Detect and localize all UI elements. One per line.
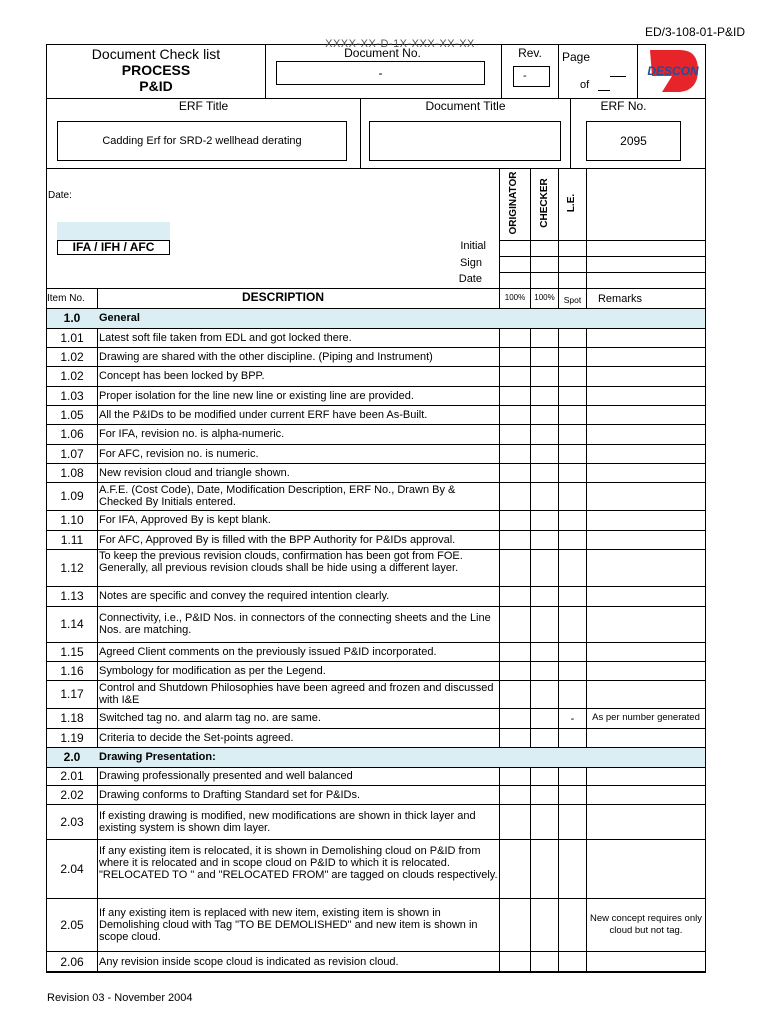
spot-check-cell[interactable] — [559, 464, 586, 482]
originator-check-cell[interactable] — [500, 607, 530, 642]
remarks-cell[interactable]: New concept requires only cloud but not tag. — [590, 912, 702, 936]
item-number: 2.03 — [60, 814, 84, 829]
erf-title-field[interactable]: Cadding Erf for SRD-2 wellhead derating — [57, 121, 347, 161]
check-description: For IFA, revision no. is alpha-numeric. — [99, 428, 285, 440]
check-description: If existing drawing is modified, new modifications are shown in thick layer and existing system is shown dim layer. — [99, 809, 476, 834]
checker-check-cell[interactable] — [531, 643, 558, 661]
check-description: Drawing professionally presented and well balanced — [99, 770, 353, 782]
checker-check-cell[interactable] — [531, 511, 558, 530]
check-description: Latest soft file taken from EDL and got locked there. — [99, 331, 352, 344]
remarks-cell[interactable]: As per number generated — [592, 712, 700, 723]
checker-check-cell[interactable] — [531, 348, 558, 366]
doc-no-field[interactable]: - — [276, 61, 485, 85]
checker-check-cell[interactable] — [531, 329, 558, 347]
spot-check-cell[interactable] — [559, 899, 586, 951]
revision-footer: Revision 03 - November 2004 — [47, 992, 193, 1004]
spot-check-cell[interactable] — [559, 805, 586, 839]
check-description: Notes are specific and convey the required intention clearly. — [99, 590, 390, 602]
check-description: Agreed Client comments on the previously issued P&ID incorporated. — [99, 645, 437, 658]
item-number: 1.08 — [60, 465, 84, 480]
checker-check-cell[interactable] — [531, 840, 558, 898]
checker-check-cell[interactable] — [531, 531, 558, 549]
item-number: 2.02 — [60, 787, 84, 802]
originator-check-cell[interactable] — [500, 840, 530, 898]
originator-check-cell[interactable] — [500, 329, 530, 347]
spot-check-cell[interactable] — [559, 643, 586, 661]
item-number: 1.16 — [60, 663, 84, 678]
check-description: For AFC, Approved By is filled with the BPP Authority for P&IDs approval. — [99, 533, 456, 546]
checker-check-cell[interactable] — [531, 709, 558, 728]
issue-type-field[interactable]: IFA / IFH / AFC — [57, 240, 170, 255]
item-number: 2.0 — [63, 750, 81, 764]
checker-check-cell[interactable] — [531, 729, 558, 747]
item-number: 1.17 — [60, 687, 84, 701]
checker-header: CHECKER — [539, 178, 550, 228]
check-description: Switched tag no. and alarm tag no. are same. — [99, 712, 321, 724]
originator-check-cell[interactable] — [500, 348, 530, 366]
checker-check-cell[interactable] — [531, 464, 558, 482]
checker-check-cell[interactable] — [531, 445, 558, 463]
item-number: 2.01 — [60, 769, 84, 783]
checker-check-cell[interactable] — [531, 899, 558, 951]
doc-no-label: Document No. — [344, 46, 421, 60]
spot-check-cell[interactable] — [559, 550, 586, 586]
spot-check-cell[interactable] — [559, 729, 586, 747]
item-number: 1.11 — [60, 532, 84, 547]
item-number: 1.13 — [60, 589, 84, 603]
spot-check-cell[interactable] — [559, 587, 586, 606]
item-number: 1.19 — [60, 730, 84, 745]
checker-check-cell[interactable] — [531, 550, 558, 586]
checker-check-cell[interactable] — [531, 662, 558, 680]
document-code: ED/3-108-01-P&ID — [644, 25, 745, 39]
rev-field[interactable]: - — [513, 66, 550, 87]
checker-check-cell[interactable] — [531, 768, 558, 785]
originator-check-cell[interactable] — [500, 952, 530, 972]
check-description: Any revision inside scope cloud is indicated as revision cloud. — [99, 955, 399, 968]
originator-check-cell[interactable] — [500, 709, 530, 728]
spot-check-cell[interactable] — [559, 662, 586, 680]
item-number: 1.15 — [60, 644, 84, 659]
spot-header: Spot — [563, 295, 582, 305]
check-description: Concept has been locked by BPP. — [99, 370, 265, 382]
checker-check-cell[interactable] — [531, 607, 558, 642]
originator-check-cell[interactable] — [500, 805, 530, 839]
spot-check-cell[interactable] — [559, 348, 586, 366]
spot-check-cell[interactable] — [559, 952, 586, 972]
item-number: 1.12 — [60, 560, 84, 575]
section-title: Drawing Presentation: — [99, 751, 216, 763]
item-number: 1.02 — [60, 369, 84, 383]
spot-check-cell[interactable] — [559, 387, 586, 405]
originator-check-cell[interactable] — [500, 531, 530, 549]
form-title — [47, 46, 265, 94]
checker-check-cell[interactable] — [531, 786, 558, 804]
erf-no-field[interactable]: 2095 — [586, 121, 681, 161]
spot-check-cell[interactable] — [559, 483, 586, 510]
originator-check-cell[interactable] — [500, 483, 530, 510]
descon-logo — [640, 46, 704, 96]
spot-check-cell[interactable] — [559, 768, 586, 785]
check-description: Drawing conforms to Drafting Standard set for P&IDs. — [99, 788, 361, 801]
item-number: 2.04 — [60, 861, 84, 876]
check-description: Connectivity, i.e., P&ID Nos. in connectors of the connecting sheets and the Line Nos. are matching. — [99, 612, 491, 636]
check-description: If any existing item is relocated, it is shown in Demolishing cloud on P&ID from where it is relocated and in scope cloud on P&ID to which it is relocated. "RELOCATED TO " and "RELOCATED FROM" are tagged on clouds respectively. — [99, 844, 498, 881]
spot-check-cell[interactable]: - — [570, 713, 575, 725]
originator-check-cell[interactable] — [500, 643, 530, 661]
item-number: 1.07 — [60, 446, 84, 461]
originator-check-cell[interactable] — [500, 550, 530, 586]
check-description: All the P&IDs to be modified under current ERF have been As-Built. — [99, 408, 428, 421]
spot-check-cell[interactable] — [559, 511, 586, 530]
item-number: 1.05 — [60, 407, 84, 422]
spot-check-cell[interactable] — [559, 425, 586, 444]
originator-check-cell[interactable] — [500, 729, 530, 747]
description-header: DESCRIPTION — [241, 290, 324, 304]
spot-check-cell[interactable] — [559, 367, 586, 386]
page-of-label: of — [580, 79, 590, 91]
checker-check-cell[interactable] — [531, 483, 558, 510]
originator-check-cell[interactable] — [500, 662, 530, 680]
spot-check-cell[interactable] — [559, 681, 586, 708]
check-description: Proper isolation for the line new line or existing line are provided. — [99, 389, 414, 402]
erf-title-label: ERF Title — [178, 99, 229, 113]
item-number: 1.09 — [60, 489, 84, 503]
section-title: General — [99, 312, 140, 324]
sign-label: Sign — [459, 257, 482, 269]
checker-check-cell[interactable] — [531, 952, 558, 972]
check-description: If any existing item is replaced with new item, existing item is shown in Demolishing cloud with Tag "TO BE DEMOLISHED" and new item is shown in scope cloud. — [99, 906, 478, 943]
item-number: 1.0 — [63, 311, 81, 325]
title-line-1: Document Check list — [91, 46, 221, 62]
item-number: 1.14 — [60, 617, 84, 631]
spot-check-cell[interactable] — [559, 786, 586, 804]
check-description: Symbology for modification as per the Legend. — [99, 664, 326, 677]
item-number: 1.18 — [60, 711, 84, 725]
spot-check-cell[interactable] — [559, 840, 586, 898]
check-description: For IFA, Approved By is kept blank. — [99, 514, 271, 526]
item-number: 2.06 — [60, 954, 84, 969]
rev-label: Rev. — [518, 46, 542, 60]
col-100b-header: 100% — [534, 293, 555, 302]
spot-check-cell[interactable] — [559, 406, 586, 424]
check-description: New revision cloud and triangle shown. — [99, 466, 290, 479]
item-number: 1.06 — [60, 427, 84, 441]
col-100a-header: 100% — [504, 293, 526, 302]
check-description: Drawing are shared with the other discipline. (Piping and Instrument) — [99, 350, 433, 363]
date-label: Date: — [48, 190, 72, 201]
document-title-field[interactable] — [369, 121, 561, 161]
originator-check-cell[interactable] — [500, 786, 530, 804]
check-description: Control and Shutdown Philosophies have been agreed and frozen and discussed with I&E — [99, 682, 494, 706]
originator-check-cell[interactable] — [500, 899, 530, 951]
originator-check-cell[interactable] — [500, 768, 530, 785]
check-description: For AFC, revision no. is numeric. — [99, 447, 259, 460]
document-title-label: Document Title — [425, 99, 506, 113]
item-number: 2.05 — [60, 917, 84, 932]
item-number: 1.02 — [60, 349, 84, 364]
item-no-header: Item No. — [47, 293, 85, 304]
ifa-highlight — [57, 222, 170, 240]
originator-check-cell[interactable] — [500, 445, 530, 463]
checker-check-cell[interactable] — [531, 425, 558, 444]
originator-check-cell[interactable] — [500, 425, 530, 444]
originator-check-cell[interactable] — [500, 406, 530, 424]
originator-check-cell[interactable] — [500, 464, 530, 482]
checker-check-cell[interactable] — [531, 387, 558, 405]
check-description: To keep the previous revision clouds, confirmation has been got from FOE. Generally, all previous revision clouds shall be hide using a different layer. — [99, 550, 463, 574]
item-number: 1.03 — [60, 388, 84, 403]
spot-check-cell[interactable] — [559, 607, 586, 642]
item-number: 1.10 — [60, 513, 84, 527]
checker-check-cell[interactable] — [531, 587, 558, 606]
originator-check-cell[interactable] — [500, 511, 530, 530]
title-line-2: PROCESS — [121, 62, 191, 78]
originator-check-cell[interactable] — [500, 587, 530, 606]
doc-no-overlay: XXXX-XX-D-1X-XXX-XX-XX — [325, 38, 475, 50]
checker-check-cell[interactable] — [531, 805, 558, 839]
originator-header: ORIGINATOR — [508, 171, 519, 235]
checker-check-cell[interactable] — [531, 367, 558, 386]
check-description: A.F.E. (Cost Code), Date, Modification Description, ERF No., Drawn By & Checked By Initials entered. — [99, 484, 456, 508]
remarks-header: Remarks — [597, 293, 642, 305]
page-label: Page — [562, 50, 591, 64]
date-row-label: Date — [458, 273, 482, 285]
logo-text: DESCON — [647, 64, 699, 78]
erf-no-label: ERF No. — [600, 99, 647, 113]
initial-label: Initial — [460, 240, 486, 252]
originator-check-cell[interactable] — [500, 387, 530, 405]
spot-check-cell[interactable] — [559, 531, 586, 549]
originator-check-cell[interactable] — [500, 681, 530, 708]
check-description: Criteria to decide the Set-points agreed. — [99, 731, 294, 744]
spot-check-cell[interactable] — [559, 329, 586, 347]
spot-check-cell[interactable] — [559, 445, 586, 463]
le-header: L.E. — [566, 193, 577, 213]
checker-check-cell[interactable] — [531, 406, 558, 424]
originator-check-cell[interactable] — [500, 367, 530, 386]
title-line-3: P&ID — [139, 78, 173, 94]
item-number: 1.01 — [60, 330, 84, 345]
checker-check-cell[interactable] — [531, 681, 558, 708]
